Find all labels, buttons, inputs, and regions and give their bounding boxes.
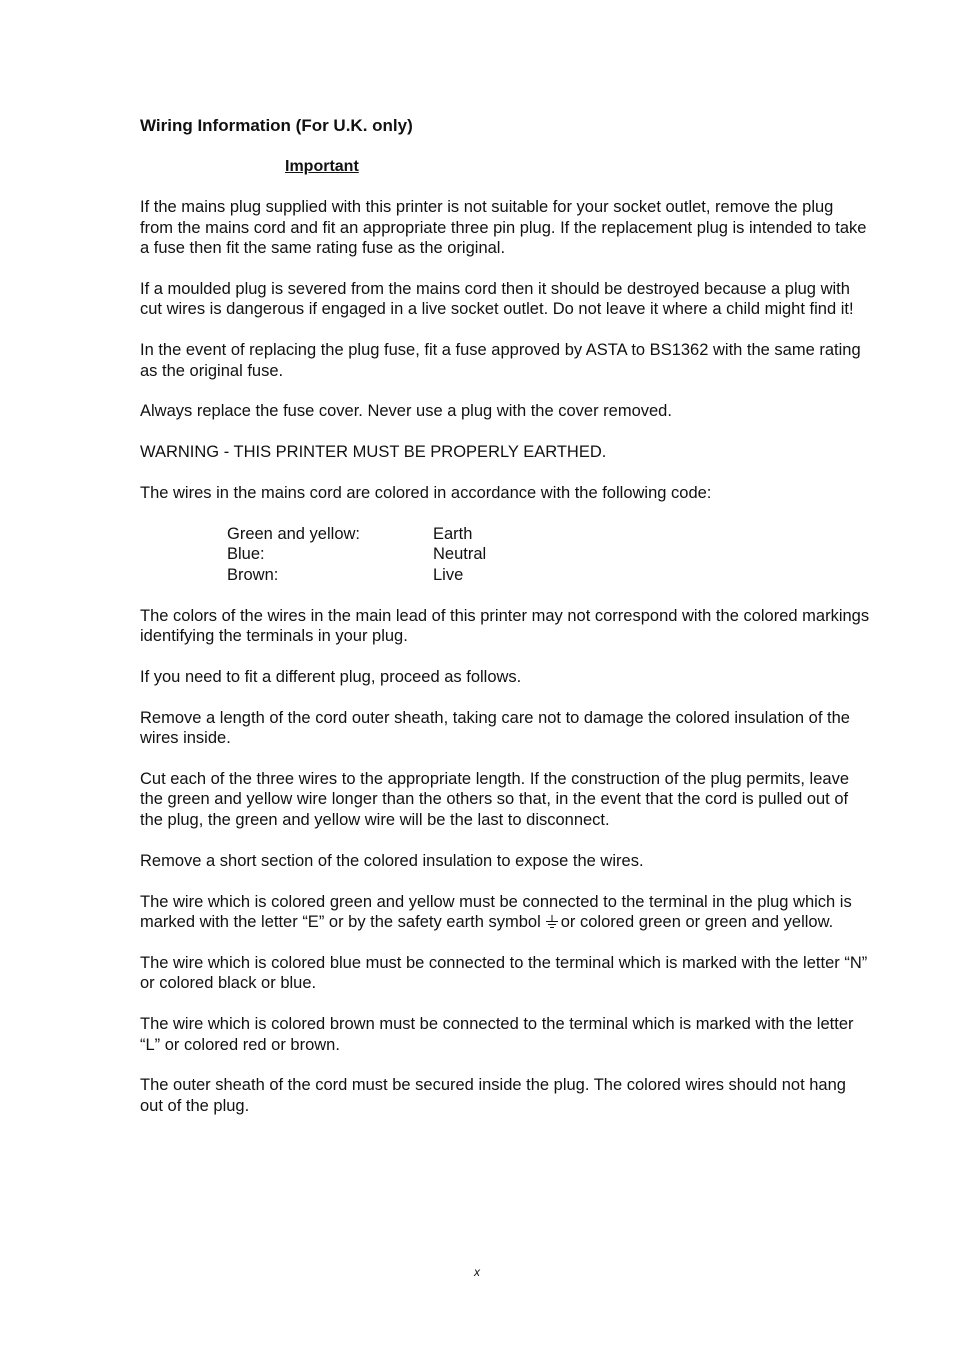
wire-color-label: Green and yellow: <box>227 524 360 543</box>
wire-code-row <box>227 544 870 565</box>
paragraph-outer-sheath: The outer sheath of the cord must be secured inside the plug. The colored wires should not hang out of the plug. <box>140 1076 846 1115</box>
earth-text-before: The wire which is colored green and yellow must be connected to the terminal in the plug which is marked with the letter “E” or by the safety earth symbol <box>140 892 852 932</box>
document-body <box>140 115 870 1137</box>
paragraph-warning: WARNING - THIS PRINTER MUST BE PROPERLY EARTHED. <box>140 443 607 462</box>
page-number: x <box>474 1265 480 1279</box>
paragraph-different-plug: If you need to fit a different plug, proceed as follows. <box>140 667 522 686</box>
important-heading: Important <box>285 158 359 175</box>
paragraph-brown-wire: The wire which is colored brown must be connected to the terminal which is marked with the letter “L” or colored red or brown. <box>140 1015 854 1054</box>
paragraph-remove-sheath: Remove a length of the cord outer sheath, taking care not to damage the colored insulation of the wires inside. <box>140 708 850 748</box>
wire-function-label: Live <box>433 565 464 584</box>
wire-code-row <box>227 565 870 586</box>
paragraph-replace-fuse: In the event of replacing the plug fuse, fit a fuse approved by ASTA to BS1362 with the same rating as the original fuse. <box>140 341 861 380</box>
wire-code-table <box>227 524 870 586</box>
paragraph-moulded-plug: If a moulded plug is severed from the mains cord then it should be destroyed because a plug with cut wires is dangerous if engaged in a live socket outlet. Do not leave it where a child might find it! <box>140 279 854 319</box>
wire-function-label: Earth <box>433 524 473 543</box>
paragraph-earth-wire <box>140 892 870 933</box>
page-title: Wiring Information (For U.K. only) <box>140 116 413 135</box>
wire-function-label: Neutral <box>433 545 487 564</box>
paragraph-fuse-cover: Always replace the fuse cover. Never use a plug with the cover removed. <box>140 402 672 421</box>
paragraph-wire-code-intro: The wires in the mains cord are colored in accordance with the following code: <box>140 483 712 502</box>
paragraph-cut-wires: Cut each of the three wires to the appropriate length. If the construction of the plug permits, leave the green and yellow wire longer than the others so that, in the event that the cord is pulled out of the plug, the green and yellow wire will be the last to disconnect. <box>140 769 849 829</box>
earth-text-after: or colored green or green and yellow. <box>560 913 834 932</box>
wire-code-row <box>227 524 870 545</box>
paragraph-blue-wire: The wire which is colored blue must be connected to the terminal which is marked with the letter “N” or colored black or blue. <box>140 953 868 993</box>
paragraph-remove-insulation: Remove a short section of the colored insulation to expose the wires. <box>140 851 644 870</box>
wire-color-label: Brown: <box>227 565 279 584</box>
paragraph-plug-unsuitable: If the mains plug supplied with this printer is not suitable for your socket outlet, remove the plug from the mains cord and fit an appropriate three pin plug. If the replacement plug is intended to take a fuse then fit the same rating fuse as the original. <box>140 198 867 257</box>
earth-ground-icon <box>545 915 559 929</box>
paragraph-colors-mismatch: The colors of the wires in the main lead of this printer may not correspond with the colored markings identifying the terminals in your plug. <box>140 606 870 646</box>
wire-color-label: Blue: <box>227 545 265 564</box>
